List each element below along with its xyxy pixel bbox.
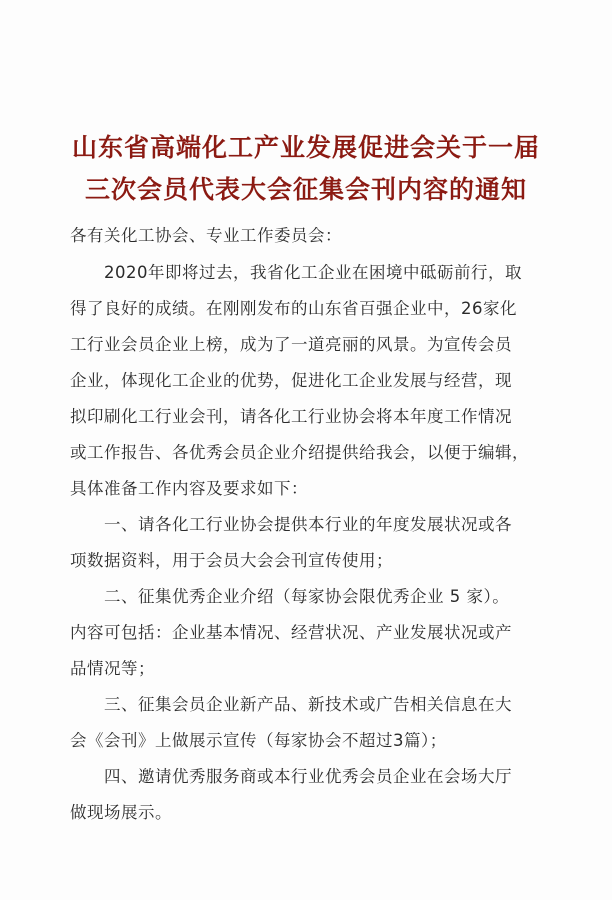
- list-item-1-line: 一、请各化工行业协会提供本行业的年度发展状况或各: [104, 515, 512, 534]
- body-line: 或工作报告、各优秀会员企业介绍提供给我会，以便于编辑，: [70, 443, 529, 462]
- body-line: 工行业会员企业上榜，成为了一道亮丽的风景。为宣传会员: [70, 335, 512, 354]
- body-line: 得了良好的成绩。在刚刚发布的山东省百强企业中，26家化: [70, 299, 517, 318]
- list-item-3-line: 三、征集会员企业新产品、新技术或广告相关信息在大: [104, 695, 512, 714]
- list-item-2-line: 二、征集优秀企业介绍（每家协会限优秀企业 5 家）。: [104, 587, 510, 606]
- body-line: 拟印刷化工行业会刊，请各化工行业协会将本年度工作情况: [70, 407, 512, 426]
- document-title-line-1: 山东省高端化工产业发展促进会关于一届: [71, 133, 540, 162]
- document-title-line-2: 三次会员代表大会征集会刊内容的通知: [84, 175, 527, 204]
- body-line: 2020年即将过去，我省化工企业在困境中砥砺前行，取: [104, 263, 522, 282]
- list-item-3-line: 会《会刊》上做展示宣传（每家协会不超过3篇）；: [70, 731, 447, 750]
- list-item-2-line: 内容可包括：企业基本情况、经营状况、产业发展状况或产: [70, 623, 512, 642]
- list-item-1-line: 项数据资料，用于会员大会会刊宣传使用；: [70, 551, 393, 570]
- list-item-4-line: 四、邀请优秀服务商或本行业优秀会员企业在会场大厅: [104, 767, 512, 786]
- addressee-line: 各有关化工协会、专业工作委员会：: [70, 226, 342, 245]
- list-item-2-line: 品情况等；: [70, 659, 155, 678]
- list-item-4-line: 做现场展示。: [70, 803, 172, 822]
- body-line: 具体准备工作内容及要求如下：: [70, 479, 308, 498]
- body-line: 企业，体现化工企业的优势，促进化工企业发展与经营，现: [70, 371, 512, 390]
